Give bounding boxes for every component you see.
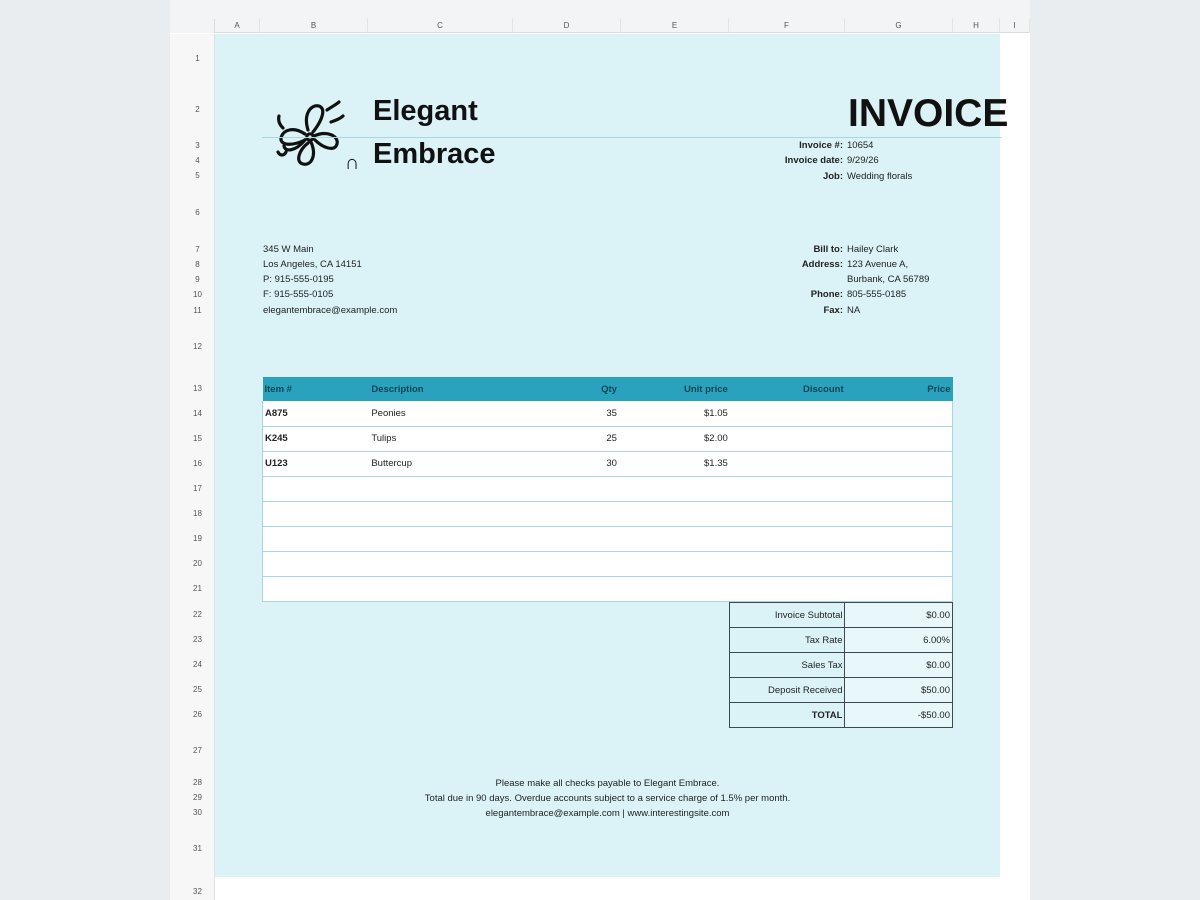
cell-item-number[interactable] [263, 501, 370, 526]
cell-unit-price[interactable]: $2.00 [619, 426, 730, 451]
line-items-table [262, 377, 953, 602]
total-label: TOTAL [730, 703, 845, 728]
row-header[interactable]: 29 [193, 793, 202, 802]
deposit-label: Deposit Received [730, 678, 845, 703]
row-header[interactable]: 30 [193, 808, 202, 817]
cell-discount[interactable] [730, 551, 846, 576]
table-row [263, 576, 953, 601]
bill-to-name[interactable]: Hailey Clark [847, 244, 899, 255]
row-header[interactable]: 17 [193, 484, 202, 493]
cell-price[interactable] [846, 426, 953, 451]
header-unit-price[interactable]: Unit price [619, 377, 730, 401]
totals-row [730, 703, 953, 728]
column-header-bar [170, 19, 1030, 33]
header-price[interactable]: Price [846, 377, 953, 401]
row-header[interactable]: 15 [193, 434, 202, 443]
row-header[interactable]: 18 [193, 509, 202, 518]
table-row [263, 501, 953, 526]
cell-price[interactable] [846, 476, 953, 501]
cell-price[interactable] [846, 576, 953, 601]
row-header[interactable]: 25 [193, 685, 202, 694]
cell-unit-price[interactable] [619, 526, 730, 551]
cell-description[interactable] [369, 526, 591, 551]
row-header[interactable]: 1 [195, 54, 200, 63]
table-row [263, 551, 953, 576]
bill-phone-value[interactable]: 805-555-0185 [847, 289, 907, 300]
row-header[interactable]: 10 [193, 290, 202, 299]
cell-item-number[interactable]: U123 [263, 451, 370, 476]
header-description[interactable]: Description [369, 377, 591, 401]
tax-rate-value[interactable]: 6.00% [845, 628, 953, 653]
row-header[interactable]: 24 [193, 660, 202, 669]
cell-description[interactable] [369, 476, 591, 501]
cell-price[interactable] [846, 401, 953, 426]
row-header[interactable]: 26 [193, 710, 202, 719]
company-email[interactable]: elegantembrace@example.com [263, 305, 398, 316]
cell-item-number[interactable] [263, 576, 370, 601]
brand-name-line1: Elegant [373, 95, 478, 127]
company-phone[interactable]: P: 915-555-0195 [263, 274, 334, 285]
row-header[interactable]: 22 [193, 610, 202, 619]
cell-price[interactable] [846, 551, 953, 576]
row-header[interactable]: 21 [193, 584, 202, 593]
cell-qty[interactable]: 25 [591, 426, 619, 451]
cell-item-number[interactable]: A875 [263, 401, 370, 426]
table-row [263, 426, 953, 451]
column-header-b[interactable]: B [260, 19, 368, 33]
total-value[interactable]: -$50.00 [845, 703, 953, 728]
cell-qty[interactable] [591, 501, 619, 526]
row-header[interactable]: 32 [193, 887, 202, 896]
column-header-c[interactable]: C [368, 19, 513, 33]
bill-fax-label: Fax: [823, 305, 843, 316]
row-header[interactable]: 27 [193, 746, 202, 755]
bill-address-line1[interactable]: 123 Avenue A, [847, 259, 909, 270]
logo-stem-glyph: ∩ [345, 152, 360, 174]
cell-unit-price[interactable] [619, 501, 730, 526]
row-header[interactable]: 11 [193, 306, 202, 315]
cell-unit-price[interactable]: $1.05 [619, 401, 730, 426]
bill-phone-label: Phone: [810, 289, 843, 300]
cell-item-number[interactable] [263, 551, 370, 576]
brand-name-line2: Embrace [373, 138, 496, 170]
cell-price[interactable] [846, 526, 953, 551]
totals-table [729, 602, 953, 728]
row-header[interactable]: 9 [195, 275, 200, 284]
column-header-i[interactable]: I [1000, 19, 1030, 33]
toolbar-strip [170, 0, 1030, 19]
cell-price[interactable] [846, 501, 953, 526]
invoice-date-label: Invoice date: [784, 155, 843, 166]
cell-qty[interactable] [591, 476, 619, 501]
column-header-g[interactable]: G [845, 19, 953, 33]
row-header[interactable]: 5 [195, 171, 200, 180]
cell-description[interactable]: Peonies [369, 401, 591, 426]
cell-qty[interactable]: 30 [591, 451, 619, 476]
cell-item-number[interactable] [263, 526, 370, 551]
invoice-number-value[interactable]: 10654 [847, 140, 874, 151]
select-all-corner[interactable] [170, 19, 215, 33]
row-header[interactable]: 19 [193, 534, 202, 543]
cell-discount[interactable] [730, 451, 846, 476]
subtotal-label: Invoice Subtotal [730, 603, 845, 628]
sales-tax-value[interactable]: $0.00 [845, 653, 953, 678]
flower-logo-icon [275, 100, 345, 172]
row-header[interactable]: 20 [193, 559, 202, 568]
company-fax[interactable]: F: 915-555-0105 [263, 289, 334, 300]
row-header[interactable]: 7 [195, 245, 200, 254]
cell-discount[interactable] [730, 526, 846, 551]
cell-description[interactable] [369, 501, 591, 526]
footer-contact[interactable]: elegantembrace@example.com | www.interestingsite.com [485, 808, 730, 819]
cell-unit-price[interactable] [619, 551, 730, 576]
footer-payable-note[interactable]: Please make all checks payable to Elegant Embrace. [495, 778, 720, 789]
cell-unit-price[interactable] [619, 476, 730, 501]
column-header-f[interactable]: F [729, 19, 845, 33]
row-header[interactable]: 6 [195, 208, 200, 217]
table-row [263, 451, 953, 476]
job-value[interactable]: Wedding florals [847, 171, 913, 182]
bill-fax-value[interactable]: NA [847, 305, 861, 316]
cell-discount[interactable] [730, 401, 846, 426]
totals-row [730, 628, 953, 653]
cell-qty[interactable] [591, 576, 619, 601]
cell-discount[interactable] [730, 426, 846, 451]
column-header-d[interactable]: D [513, 19, 621, 33]
row-header[interactable]: 3 [195, 141, 200, 150]
cell-item-number[interactable]: K245 [263, 426, 370, 451]
row-header[interactable]: 2 [195, 105, 200, 114]
table-header-row [263, 377, 953, 401]
cell-price[interactable] [846, 451, 953, 476]
job-label: Job: [822, 171, 843, 182]
row-header[interactable]: 16 [193, 459, 202, 468]
bill-address-line2[interactable]: Burbank, CA 56789 [847, 274, 930, 285]
row-header[interactable]: 8 [195, 260, 200, 269]
cell-description[interactable]: Buttercup [369, 451, 591, 476]
cell-item-number[interactable] [263, 476, 370, 501]
row-header[interactable]: 12 [193, 342, 202, 351]
bill-address-label: Address: [801, 259, 843, 270]
deposit-value[interactable]: $50.00 [845, 678, 953, 703]
cell-discount[interactable] [730, 576, 846, 601]
company-street[interactable]: 345 W Main [263, 244, 314, 255]
cell-unit-price[interactable]: $1.35 [619, 451, 730, 476]
row-header[interactable]: 14 [193, 409, 202, 418]
invoice-number-label: Invoice #: [799, 140, 843, 151]
footer-terms-note[interactable]: Total due in 90 days. Overdue accounts subject to a service charge of 1.5% per month. [424, 793, 791, 804]
totals-row [730, 653, 953, 678]
cell-qty[interactable]: 35 [591, 401, 619, 426]
column-header-a[interactable]: A [215, 19, 260, 33]
cell-qty[interactable] [591, 526, 619, 551]
cell-description[interactable]: Tulips [369, 426, 591, 451]
tax-rate-label: Tax Rate [730, 628, 845, 653]
bill-to-label: Bill to: [813, 244, 843, 255]
row-header[interactable]: 23 [193, 635, 202, 644]
table-row [263, 526, 953, 551]
row-header[interactable]: 4 [195, 156, 200, 165]
cell-qty[interactable] [591, 551, 619, 576]
header-divider [262, 137, 1002, 138]
cell-description[interactable] [369, 576, 591, 601]
header-discount[interactable]: Discount [730, 377, 846, 401]
invoice-date-value[interactable]: 9/29/26 [847, 155, 879, 166]
row-header[interactable]: 31 [193, 844, 202, 853]
invoice-title: INVOICE [848, 92, 1009, 135]
header-qty[interactable]: Qty [591, 377, 619, 401]
header-item-number[interactable]: Item # [263, 377, 370, 401]
totals-row [730, 678, 953, 703]
row-header[interactable]: 13 [193, 384, 202, 393]
cell-unit-price[interactable] [619, 576, 730, 601]
table-row [263, 401, 953, 426]
column-header-e[interactable]: E [621, 19, 729, 33]
table-row [263, 476, 953, 501]
totals-row [730, 603, 953, 628]
cell-discount[interactable] [730, 476, 846, 501]
row-header[interactable]: 28 [193, 778, 202, 787]
company-city[interactable]: Los Angeles, CA 14151 [263, 259, 362, 270]
cell-description[interactable] [369, 551, 591, 576]
sales-tax-label: Sales Tax [730, 653, 845, 678]
subtotal-value[interactable]: $0.00 [845, 603, 953, 628]
column-header-h[interactable]: H [953, 19, 1000, 33]
cell-discount[interactable] [730, 501, 846, 526]
